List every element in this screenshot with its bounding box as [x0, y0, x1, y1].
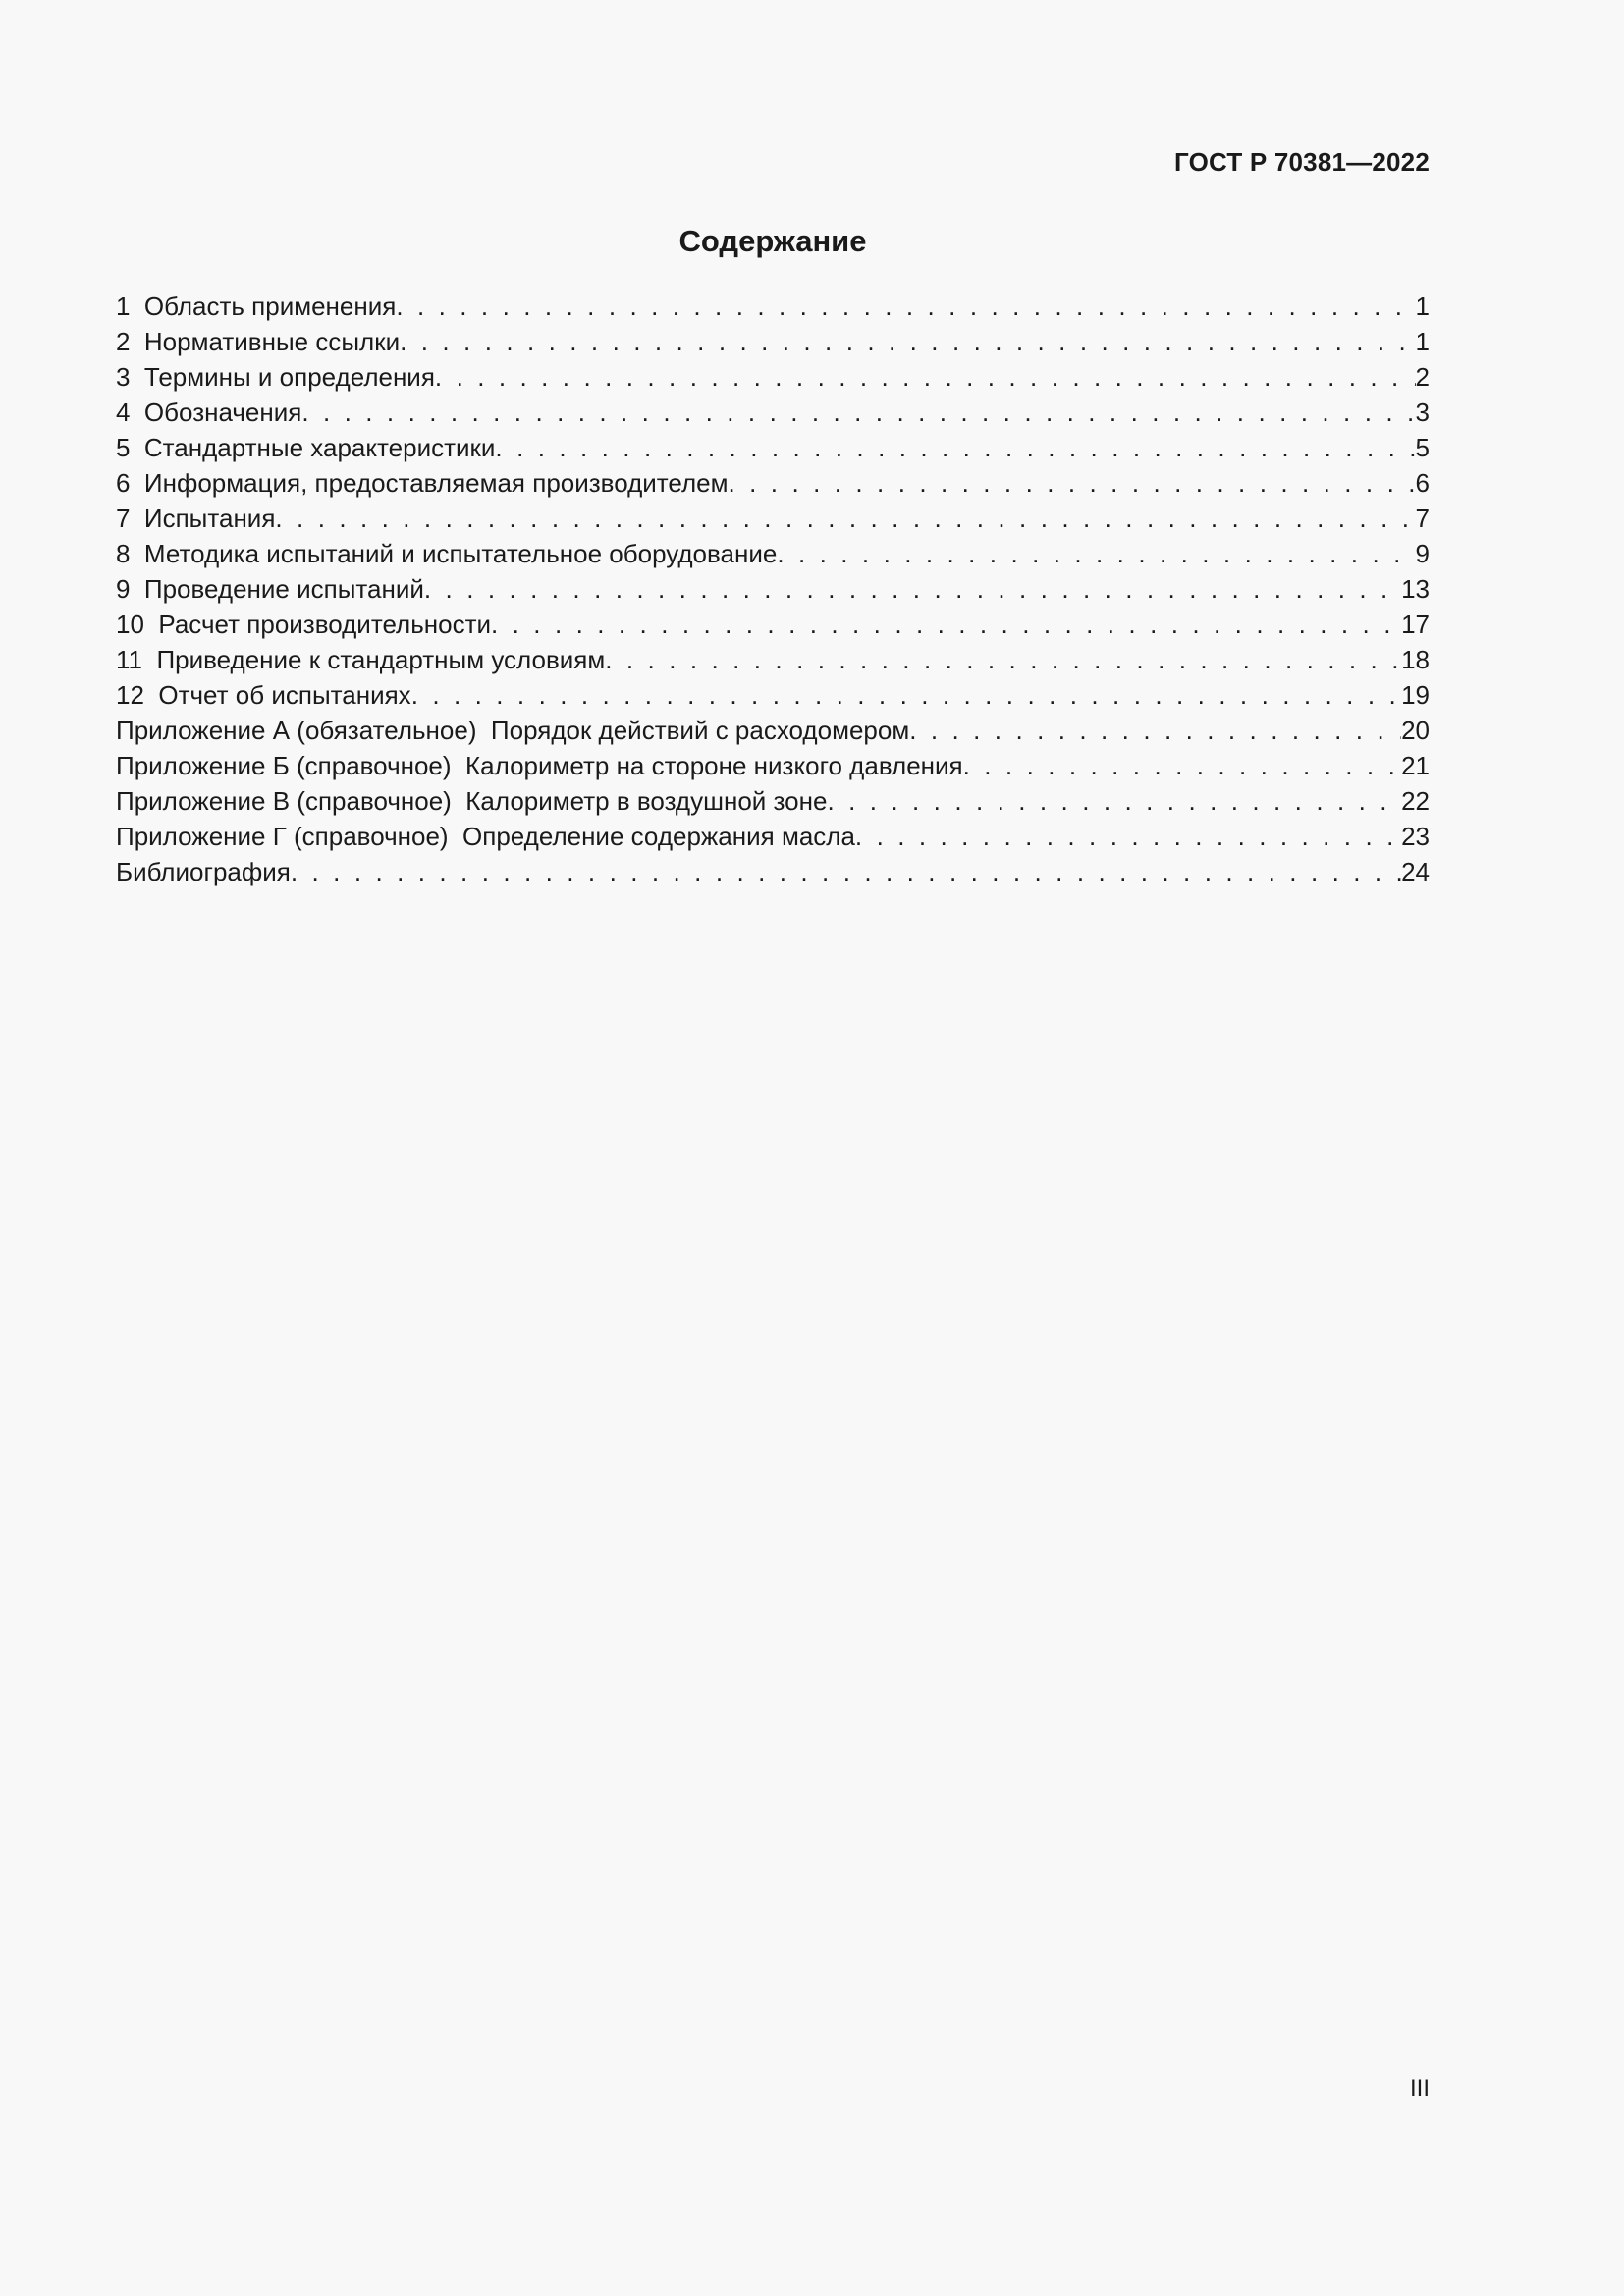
- toc-leader-dots: [400, 324, 1415, 359]
- toc-item-page: 6: [1415, 468, 1430, 498]
- toc-item-label: 7 Испытания: [116, 504, 276, 533]
- toc-item-label: Библиография: [116, 857, 291, 886]
- toc-item[interactable]: [116, 607, 1430, 642]
- toc-item-label: 10 Расчет производительности: [116, 610, 492, 639]
- toc-item-label: 5 Стандартные характеристики: [116, 433, 496, 462]
- toc-item-page: 23: [1401, 822, 1430, 851]
- toc-item-page: 21: [1401, 751, 1430, 780]
- toc-item[interactable]: [116, 359, 1430, 395]
- toc-item-label: Приложение В (справочное) Калориметр в воздушной зоне: [116, 786, 828, 816]
- toc-item-page: 18: [1401, 645, 1430, 674]
- toc-item-page: 5: [1415, 433, 1430, 462]
- toc-item[interactable]: [116, 465, 1430, 501]
- toc-item-page: 17: [1401, 610, 1430, 639]
- toc-item[interactable]: [116, 783, 1430, 819]
- toc-leader-dots: [275, 501, 1415, 536]
- toc-leader-dots: [424, 571, 1401, 607]
- toc-item[interactable]: [116, 642, 1430, 677]
- toc-item-page: 1: [1415, 327, 1430, 356]
- toc-item-label: 12 Отчет об испытаниях: [116, 680, 411, 710]
- toc-item[interactable]: [116, 430, 1430, 465]
- toc-item-page: 9: [1415, 539, 1430, 568]
- toc-item-label: 9 Проведение испытаний: [116, 574, 424, 604]
- toc-item-page: 20: [1401, 716, 1430, 745]
- toc-item[interactable]: [116, 324, 1430, 359]
- toc-item[interactable]: [116, 748, 1430, 783]
- toc-leader-dots: [909, 713, 1401, 748]
- document-id: ГОСТ Р 70381—2022: [1174, 147, 1430, 177]
- toc-item-page: 22: [1401, 786, 1430, 816]
- toc-leader-dots: [491, 607, 1401, 642]
- toc-item-label: Приложение А (обязательное) Порядок действий с расходомером: [116, 716, 910, 745]
- toc-leader-dots: [495, 430, 1415, 465]
- toc-item-label: Приложение Б (справочное) Калориметр на стороне низкого давления: [116, 751, 963, 780]
- toc-item-page: 24: [1401, 857, 1430, 886]
- toc-item-page: 3: [1415, 398, 1430, 427]
- toc-item-label: 3 Термины и определения: [116, 362, 435, 392]
- toc-item-label: 1 Область применения: [116, 292, 397, 321]
- toc-item-label: 6 Информация, предоставляемая производителем: [116, 468, 729, 498]
- toc-leader-dots: [963, 748, 1401, 783]
- toc-item-page: 13: [1401, 574, 1430, 604]
- toc-item-page: 2: [1415, 362, 1430, 392]
- toc-leader-dots: [301, 395, 1415, 430]
- toc-leader-dots: [777, 536, 1415, 571]
- toc-leader-dots: [396, 289, 1415, 324]
- toc-leader-dots: [729, 465, 1416, 501]
- toc-item[interactable]: [116, 536, 1430, 571]
- toc-item-page: 19: [1401, 680, 1430, 710]
- toc-item-page: 7: [1415, 504, 1430, 533]
- toc-item-label: 4 Обозначения: [116, 398, 302, 427]
- toc-item[interactable]: [116, 571, 1430, 607]
- toc-leader-dots: [291, 854, 1401, 889]
- toc-item-label: 11 Приведение к стандартным условиям: [116, 645, 606, 674]
- toc-leader-dots: [435, 359, 1416, 395]
- page-number: III: [1409, 2075, 1430, 2102]
- toc-item[interactable]: [116, 677, 1430, 713]
- toc-leader-dots: [411, 677, 1401, 713]
- toc-item[interactable]: [116, 819, 1430, 854]
- toc-leader-dots: [827, 783, 1401, 819]
- table-of-contents: [116, 289, 1430, 889]
- toc-item[interactable]: [116, 713, 1430, 748]
- toc-item-label: Приложение Г (справочное) Определение содержания масла: [116, 822, 855, 851]
- toc-title: Содержание: [678, 224, 867, 258]
- toc-item-label: 2 Нормативные ссылки: [116, 327, 401, 356]
- toc-leader-dots: [855, 819, 1401, 854]
- toc-item-page: 1: [1415, 292, 1430, 321]
- toc-item[interactable]: [116, 854, 1430, 889]
- toc-item[interactable]: [116, 395, 1430, 430]
- toc-item-label: 8 Методика испытаний и испытательное оборудование: [116, 539, 778, 568]
- toc-item[interactable]: [116, 289, 1430, 324]
- toc-item[interactable]: [116, 501, 1430, 536]
- toc-leader-dots: [605, 642, 1401, 677]
